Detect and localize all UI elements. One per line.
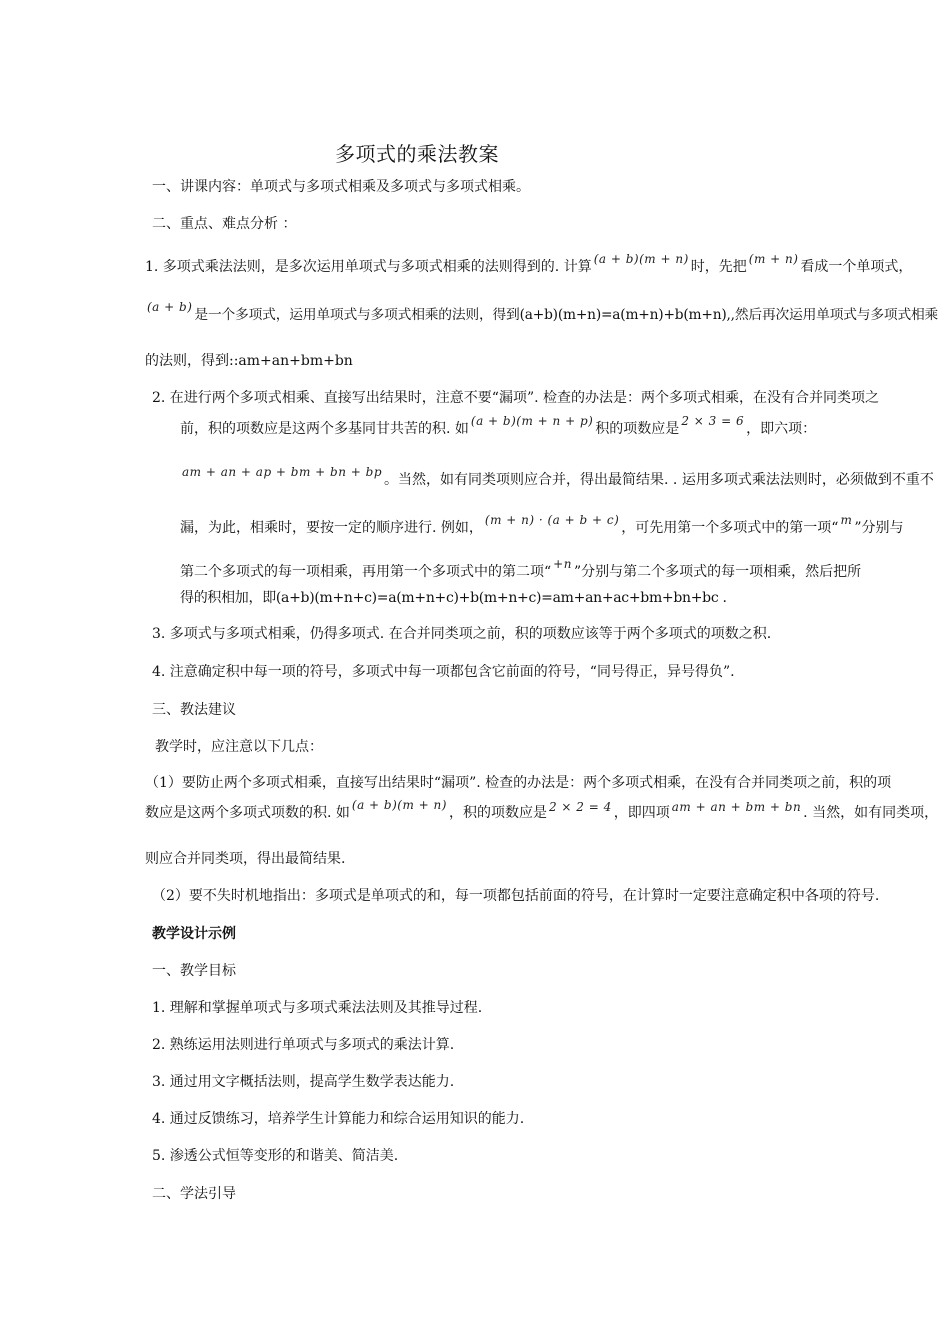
goal-item: 1. 理解和掌握单项式与多项式乘法法则及其推导过程. xyxy=(152,1000,483,1016)
goal-item: 5. 渗透公式恒等变形的和谐美、简洁美. xyxy=(152,1148,399,1164)
goal-item: 3. 通过用文字概括法则，提高学生数学表达能力. xyxy=(152,1074,455,1090)
text-run: 。当然，如有同类项则应合并，得出最简结果. . 运用多项式乘法法则时，必须做到不重不 xyxy=(384,472,934,488)
section-2-heading: 二、重点、难点分析 ： xyxy=(152,216,297,232)
math-formula: (a + b) xyxy=(147,300,193,314)
text-run: ，积的项数应是 xyxy=(448,805,547,821)
text-run: 数应是这两个多项式项数的积. 如 xyxy=(145,805,350,821)
math-formula: (m + n) xyxy=(748,252,799,266)
math-formula: (a + b)(m + n) xyxy=(593,252,689,266)
paragraph-2-line-5 xyxy=(180,557,862,582)
text-run: ，即四项 xyxy=(613,805,670,821)
text-run: 时，先把 xyxy=(690,259,747,275)
paragraph-1-line-3: 的法则，得到::am+an+bm+bn xyxy=(145,353,353,369)
paragraph-1-line-1 xyxy=(145,252,913,277)
goal-item: 4. 通过反馈练习，培养学生计算能力和综合运用知识的能力. xyxy=(152,1111,525,1127)
text-run: ”分别与第二个多项式的每一项相乘，然后把所 xyxy=(573,564,862,580)
method-heading: 二、学法引导 xyxy=(152,1186,236,1202)
goal-item: 2. 熟练运用法则进行单项式与多项式的乘法计算. xyxy=(152,1037,455,1053)
text-run: . 当然，如有同类项， xyxy=(803,805,939,821)
text-run: 前，积的项数应是这两个多基同甘共苦的积. 如 xyxy=(180,421,469,437)
paragraph-2-line-4 xyxy=(180,513,904,538)
point-1-line-2 xyxy=(145,798,939,823)
point-1-line-3: 则应合并同类项，得出最简结果. xyxy=(145,851,346,867)
text-run: ”分别与 xyxy=(854,520,904,536)
math-formula: (a + b)(m + n) xyxy=(351,798,447,812)
text-run: 积的项数应是 xyxy=(595,421,680,437)
text-run: 漏，为此，相乘时，要按一定的顺序进行. 例如， xyxy=(180,520,483,536)
math-formula: (m + n) · (a + b + c) xyxy=(484,513,620,527)
text-run: ，可先用第一个多项式中的第一项“ xyxy=(621,520,839,536)
text-run: ，即六项： xyxy=(746,421,817,437)
math-formula: (a + b)(m + n + p) xyxy=(470,414,594,428)
text-run: 第二个多项式的每一项相乘，再用第一个多项式中的第二项“ xyxy=(180,564,552,580)
text-run: 是一个多项式，运用单项式与多项式相乘的法则，得到(a+b)(m+n)=a(m+n)+b(m+n),,然后再次运用单项式与多项式相乘 xyxy=(194,307,939,323)
math-formula: m xyxy=(840,513,853,527)
paragraph-2-line-1: 2. 在进行两个多项式相乘、直接写出结果时，注意不要“漏项”. 检查的办法是：两个多项式相乘，在没有合并同类项之 xyxy=(152,390,880,406)
math-formula: 2 × 2 = 4 xyxy=(548,800,612,814)
section-3-intro: 教学时，应注意以下几点： xyxy=(155,739,323,755)
goals-heading: 一、教学目标 xyxy=(152,963,236,979)
math-formula: +n xyxy=(553,557,572,571)
section-3-heading: 三、教法建议 xyxy=(152,702,236,718)
paragraph-3: 3. 多项式与多项式相乘，仍得多项式. 在合并同类项之前，积的项数应该等于两个多项式的项数之积. xyxy=(152,626,772,642)
paragraph-2-line-2 xyxy=(180,414,817,439)
paragraph-2-line-3 xyxy=(180,465,934,490)
text-run: 1. 多项式乘法法则，是多次运用单项式与多项式相乘的法则得到的. 计算 xyxy=(145,259,592,275)
math-formula: am + an + ap + bm + bn + bp xyxy=(182,465,383,479)
text-run: 看成一个单项式， xyxy=(800,259,913,275)
section-1-heading: 一、讲课内容：单项式与多项式相乘及多项式与多项式相乘。 xyxy=(152,179,530,195)
document-title: 多项式的乘法教案 xyxy=(335,142,499,166)
math-formula: am + an + bm + bn xyxy=(671,800,802,814)
paragraph-2-line-6: 得的积相加，即(a+b)(m+n+c)=a(m+n+c)+b(m+n+c)=am+an+ac+bm+bn+bc . xyxy=(180,590,727,606)
paragraph-1-line-2 xyxy=(145,300,939,325)
point-2: （2）要不失时机地指出：多项式是单项式的和，每一项都包括前面的符号，在计算时一定要注意确定积中各项的符号. xyxy=(152,888,880,904)
math-formula: 2 × 3 = 6 xyxy=(681,414,745,428)
design-heading: 教学设计示例 xyxy=(152,926,236,942)
paragraph-4: 4. 注意确定积中每一项的符号，多项式中每一项都包含它前面的符号，“同号得正，异号得负”. xyxy=(152,664,735,680)
point-1-line-1: （1）要防止两个多项式相乘，直接写出结果时“漏项”. 检查的办法是：两个多项式相乘，在没有合并同类项之前，积的项 xyxy=(145,775,892,791)
